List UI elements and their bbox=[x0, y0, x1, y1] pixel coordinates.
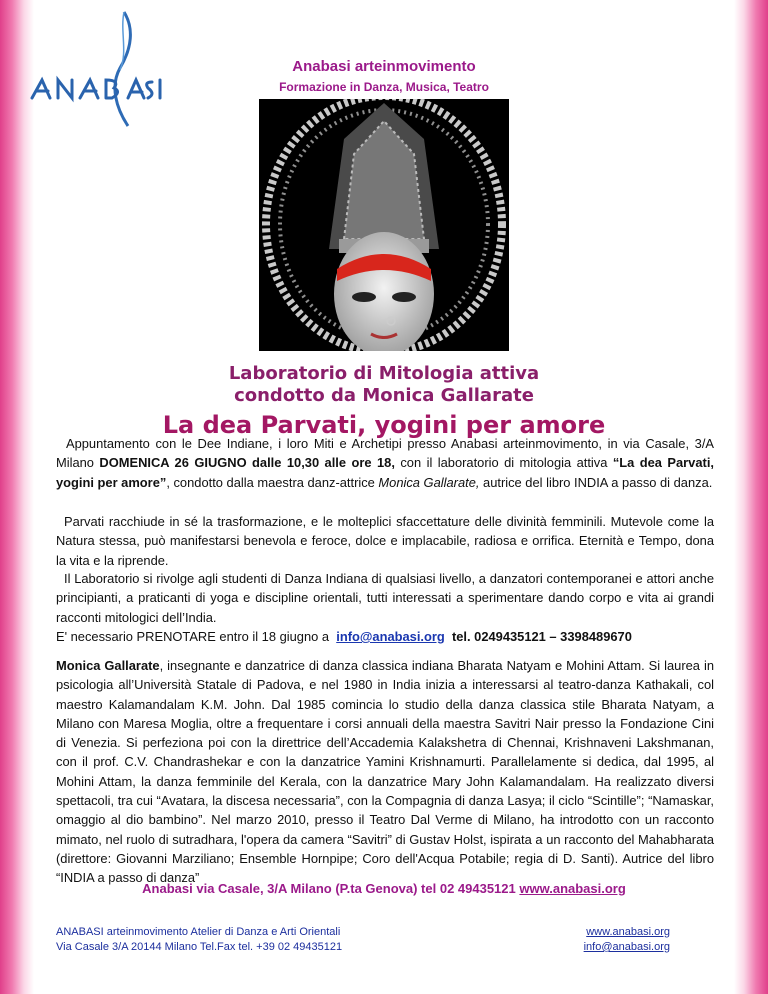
footer-address: Anabasi via Casale, 3/A Milano (P.ta Genova) tel 02 49435121 www.anabasi.org bbox=[142, 881, 626, 896]
org-name: Anabasi arteinmovimento bbox=[292, 58, 476, 75]
footer-right-website[interactable]: www.anabasi.org bbox=[586, 926, 670, 938]
parvati-paragraph: Parvati racchiude in sé la trasformazione, e le molteplici sfaccettature delle divinità femminili. Mutevole come la Natura stessa, può manifestarsi benevola e feroce, dolce e implacabile, radiosa e orrifica. Eternità e Tempo, dona la vita e la riprende. bbox=[56, 514, 714, 568]
footer-left-line2: Via Casale 3/A 20144 Milano Tel.Fax tel. +39 02 49435121 bbox=[56, 941, 343, 953]
bio-paragraph: Monica Gallarate, insegnante e danzatrice di danza classica indiana Bharata Natyam e Mohini Attam. Si laurea in psicologia all’Università Statale di Padova, e nel 1980 in India inizia a interessarsi al teatro-danza Kathakali, col maestro Kalamandalam K.M. John. Dal 1985 comincia lo studio della danza classica stile Bharata Natyam, a Milano con Maresa Moglia, oltre a frequentare i corsi annuali della maestra Savitri Nair presso la Fondazione Cini di Venezia. Si perfeziona poi con la direttrice dell’Accademia Kalakshetra di Chennai, Krishnaveni Lakshmanan, con il prof. C.V. Chandrashekar e con la danzatrice Yamini Krishnamurti. Parallelamente si dedica, dal 1995, al Mohini Attam, la danza femminile del Kerala, con la danzatrice Mary John Kalamandalam. Ha realizzato diversi spettacoli, tra cui “Avatara, la discesa necessaria”, con la Compagnia di danza Lasya; il ciclo “Scintille”; “Namaskar, omaggio al dio bambino”. Nel marzo 2010, presso il Teatro Dal Verme di Milano, ha introdotto con un racconto mimato, nel ruolo di sutradhara, l'opera da camera “Savitri” di Gustav Holst, ispirata a un racconto del Mahabharata (direttore: Giovanni Marziliano; Ensemble Hornpipe; Coro dell'Acqua Potabile; regia di D. Santi). Autrice del libro “INDIA a passo di danza” bbox=[56, 658, 715, 886]
footer-right-email[interactable]: info@anabasi.org bbox=[583, 941, 670, 953]
lab-title-line1: Laboratorio di Mitologia attiva bbox=[228, 363, 540, 384]
footer-left-line1: ANABASI arteinmovimento Atelier di Danza e Arti Orientali bbox=[56, 926, 341, 938]
org-tagline: Formazione in Danza, Musica, Teatro bbox=[279, 80, 489, 94]
booking-line: E' necessario PRENOTARE entro il 18 giugno a info@anabasi.org tel. 0249435121 – 3398489670 bbox=[56, 629, 632, 644]
event-headline: La dea Parvati, yogini per amore bbox=[162, 411, 606, 439]
goddess-image bbox=[259, 99, 509, 351]
workshop-paragraph: Il Laboratorio si rivolge agli studenti di Danza Indiana di qualsiasi livello, a danzatori contemporanei e attori anche principianti, a praticanti di yoga e discipline orientali, tutti interessati a sperimentare dando corpo e vita ai grandi racconti mitologici dell’India. bbox=[56, 571, 714, 625]
website-link[interactable]: www.anabasi.org bbox=[519, 881, 626, 896]
intro-paragraph: Appuntamento con le Dee Indiane, i loro Miti e Archetipi presso Anabasi arteinmovimento, in via Casale, 3/A Milano DOMENICA 26 GIUGNO dalle 10,30 alle ore 18, con il laboratorio di mitologia attiva “La dea Parvati, yogini per amore”, condotto dalla maestra danz-attrice Monica Gallarate, autrice del libro INDIA a passo di danza. bbox=[56, 436, 714, 490]
lab-title-line2: condotto da Monica Gallarate bbox=[234, 385, 534, 406]
booking-email-link[interactable]: info@anabasi.org bbox=[336, 629, 445, 644]
